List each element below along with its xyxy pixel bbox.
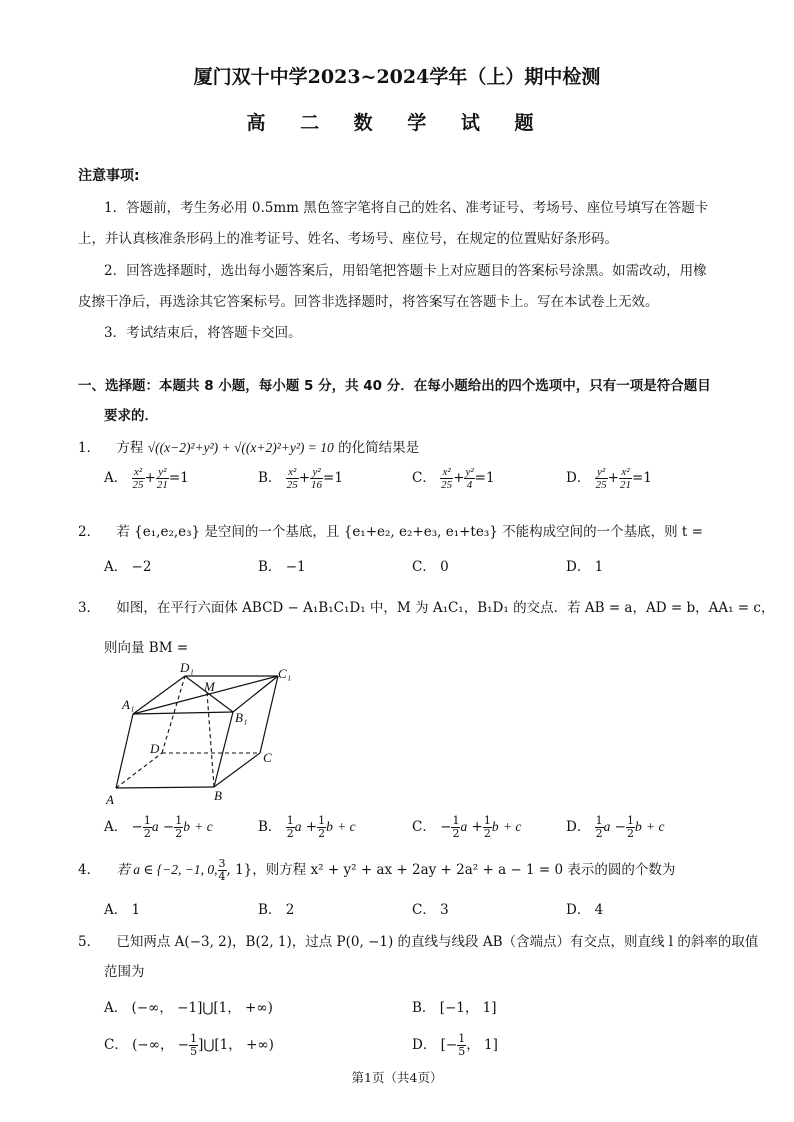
- option-label: C．: [104, 1037, 128, 1053]
- sign: +: [305, 819, 318, 835]
- frac-num: 3: [218, 857, 226, 870]
- question-number: 1．: [78, 440, 101, 456]
- frac-den: 25: [441, 479, 453, 491]
- vector-a: a: [151, 819, 159, 834]
- question-stem-pre: 若 a ∈ {−2, −1, 0,: [116, 862, 218, 877]
- option-label: D．: [566, 470, 591, 486]
- question-4: [78, 858, 675, 883]
- sign: −: [162, 819, 175, 835]
- question-3: [78, 596, 774, 616]
- vector-b: b: [326, 819, 333, 834]
- label-B: B: [214, 788, 222, 803]
- option-text-pre: (−∞， −: [132, 1037, 190, 1053]
- option-text-post: ， 1]: [466, 1037, 498, 1053]
- question-number: 2．: [78, 524, 101, 540]
- frac-den: 2: [595, 827, 603, 840]
- exam-subtitle: 高 二 数 学 试 题: [246, 112, 548, 134]
- vector-c: + c: [194, 819, 213, 834]
- label-C: C: [263, 750, 272, 765]
- q2-option-c[interactable]: [412, 555, 449, 575]
- frac-num: 1: [458, 1032, 466, 1045]
- q5-option-b[interactable]: [412, 996, 497, 1016]
- notice-line-3: 2．回答选择题时，选出每小题答案后，用铅笔把答题卡上对应题目的答案标号涂黑。如需改动，用橡: [104, 263, 707, 279]
- option-text: 1: [594, 559, 604, 575]
- frac-den: 2: [175, 827, 183, 840]
- q2-option-d[interactable]: [566, 555, 603, 575]
- option-label: C．: [412, 559, 436, 575]
- option-label: A．: [104, 819, 128, 835]
- q3-option-b[interactable]: [258, 815, 356, 840]
- vector-c: + c: [337, 819, 356, 834]
- q5-option-c[interactable]: [104, 1033, 274, 1058]
- frac-num: 1: [483, 814, 491, 827]
- option-rhs: =1: [323, 470, 343, 486]
- question-stem-post: 的化简结果是: [338, 440, 420, 456]
- option-label: B．: [258, 470, 282, 486]
- q5-option-d[interactable]: [412, 1033, 498, 1058]
- question-3-stem-line-2: 则向量 BM =: [104, 640, 189, 656]
- option-label: A．: [104, 902, 128, 918]
- option-text: 2: [285, 902, 295, 918]
- frac-num: 1: [286, 814, 294, 827]
- question-number: 5．: [78, 934, 101, 950]
- q4-option-c[interactable]: [412, 898, 449, 918]
- notice-line-1: 1．答题前，考生务必用 0.5mm 黑色签字笔将自己的姓名、准考证号、考场号、座位号填写在答题卡: [104, 200, 709, 216]
- frac-den: 2: [483, 827, 491, 840]
- sign: +: [471, 819, 483, 835]
- option-label: A．: [104, 1000, 128, 1016]
- vector-c: + c: [646, 819, 665, 834]
- option-label: D．: [566, 559, 591, 575]
- question-5-stem-line-2: 范围为: [104, 964, 145, 980]
- question-stem-post: , 1}，则方程 x² + y² + ax + 2ay + 2a² + a − 1 = 0 表示的圆的个数为: [226, 862, 676, 878]
- q2-option-a[interactable]: [104, 555, 151, 575]
- q4-option-d[interactable]: [566, 898, 603, 918]
- q1-option-d[interactable]: D． $\frac{\text{y²}}{25}$ + $\frac{\text{x²}}{21}$ =1: [566, 466, 652, 491]
- option-label: B．: [258, 819, 282, 835]
- q4-option-b[interactable]: [258, 898, 294, 918]
- option-label: A．: [104, 559, 128, 575]
- frac-num: 1: [143, 814, 151, 827]
- option-text-pre: [−: [440, 1037, 458, 1053]
- option-label: C．: [412, 902, 436, 918]
- question-1: [78, 436, 419, 456]
- frac-den: 25: [286, 479, 298, 491]
- vector-b: b: [634, 819, 642, 834]
- question-number: 4．: [78, 862, 101, 878]
- label-A1: A₁: [122, 697, 135, 712]
- notice-line-2: 上，并认真核准条形码上的准考证号、姓名、考场号、座位号，在规定的位置贴好条形码。: [78, 231, 618, 247]
- q3-option-a[interactable]: [104, 815, 213, 840]
- option-text: [−1， 1]: [439, 1000, 497, 1016]
- q1-option-a[interactable]: A． $\frac{\text{x²}}{25}$ + $\frac{\text{y²}}{21}$ =1: [104, 466, 189, 491]
- notice-line-5: 3．考试结束后，将答题卡交回。: [104, 325, 302, 341]
- frac-den: 4: [466, 479, 473, 491]
- sign: −: [131, 819, 143, 835]
- label-B1: B₁: [235, 710, 248, 725]
- parallelepiped-figure: [100, 660, 310, 810]
- option-label: B．: [412, 1000, 436, 1016]
- vector-b: b: [491, 819, 499, 834]
- option-text-post: ]⋃[1， +∞): [198, 1037, 274, 1053]
- frac-num: x²: [286, 466, 299, 479]
- section-heading-line-2: 要求的．: [104, 408, 158, 424]
- option-text: 4: [594, 902, 604, 918]
- label-C1: C₁: [278, 666, 292, 681]
- question-stem: 已知两点 A(−3, 2)，B(2, 1)，过点 P(0, −1) 的直线与线段 AB（含端点）有交点，则直线 l 的斜率的取值: [116, 934, 759, 950]
- option-rhs: =1: [168, 470, 189, 486]
- frac-den: 16: [311, 479, 323, 491]
- label-D1: D₁: [180, 660, 194, 675]
- option-text: (−∞， −1]⋃[1， +∞): [131, 1000, 273, 1016]
- sign: −: [614, 819, 626, 835]
- frac-den: 4: [218, 870, 226, 883]
- notice-line-4: 皮擦干净后，再选涂其它答案标号。回答非选择题时，将答案写在答题卡上。写在本试卷上无效。: [78, 294, 659, 310]
- frac-num: 1: [190, 1032, 198, 1045]
- frac-num: 1: [452, 814, 460, 827]
- frac-den: 2: [143, 827, 151, 840]
- vector-c: + c: [502, 819, 522, 834]
- option-label: B．: [258, 902, 282, 918]
- option-text: 3: [440, 902, 449, 918]
- frac-num: 1: [175, 814, 183, 827]
- question-5: [78, 930, 758, 950]
- label-D: D: [150, 741, 160, 756]
- frac-den: 5: [458, 1045, 466, 1058]
- frac-num: y²: [465, 466, 474, 478]
- frac-num: y²: [310, 466, 323, 479]
- frac-den: 5: [190, 1045, 198, 1058]
- frac-den: 2: [286, 827, 294, 840]
- label-A: A: [106, 792, 114, 807]
- frac-num: x²: [132, 466, 145, 479]
- frac-num: x²: [619, 466, 632, 479]
- option-text: 1: [131, 902, 141, 918]
- frac-num: y²: [156, 466, 169, 479]
- frac-den: 2: [452, 827, 460, 840]
- question-stem: 如图，在平行六面体 ABCD − A₁B₁C₁D₁ 中，M 为 A₁C₁，B₁D₁ 的交点．若 AB = a，AD = b，AA₁ = c，: [116, 600, 775, 616]
- frac-num: x²: [440, 466, 453, 479]
- frac-den: 2: [626, 827, 634, 840]
- frac-den: 21: [156, 479, 168, 491]
- q4-option-a[interactable]: [104, 898, 140, 918]
- exam-title: 厦门双十中学2023~2024学年（上）期中检测: [193, 66, 601, 88]
- option-label: B．: [258, 559, 282, 575]
- option-text: −2: [131, 559, 152, 575]
- frac-num: 1: [595, 814, 603, 827]
- option-label: D．: [412, 1037, 437, 1053]
- option-label: D．: [566, 902, 591, 918]
- q3-option-c[interactable]: [412, 815, 521, 840]
- option-text: −1: [285, 559, 306, 575]
- option-rhs: =1: [474, 470, 495, 486]
- label-M: M: [204, 679, 215, 694]
- notice-heading: 注意事项:: [78, 168, 140, 184]
- question-number: 3．: [78, 600, 101, 616]
- question-stem: 若 {e₁,e₂,e₃} 是空间的一个基底，且 {e₁+e₂, e₂+e₃, e₁+te₃} 不能构成空间的一个基底，则 t =: [116, 524, 703, 540]
- option-label: C．: [412, 470, 436, 486]
- question-expression: √((x−2)²+y²) + √((x+2)²+y²) = 10: [147, 440, 334, 455]
- frac-den: 25: [595, 479, 607, 491]
- vector-a: a: [294, 819, 302, 834]
- option-rhs: =1: [631, 470, 652, 486]
- question-2: [78, 520, 703, 540]
- q5-option-a[interactable]: [104, 996, 273, 1016]
- vector-a: a: [460, 819, 468, 834]
- page-footer: 第1页（共4页）: [351, 1070, 443, 1085]
- frac-num: y²: [595, 466, 608, 479]
- section-heading-line-1: 一、选择题：本题共 8 小题，每小题 5 分，共 40 分．在每小题给出的四个选项中，只有一项是符合题目: [78, 378, 711, 394]
- frac-num: 1: [318, 814, 326, 827]
- option-label: D．: [566, 819, 591, 835]
- frac-num: 1: [626, 814, 634, 827]
- vector-b: b: [183, 819, 190, 834]
- vector-a: a: [603, 819, 611, 834]
- option-label: A．: [104, 470, 128, 486]
- frac-den: 2: [318, 827, 326, 840]
- frac-den: 25: [132, 479, 144, 491]
- question-stem-pre: 方程: [116, 440, 144, 456]
- sign: −: [440, 819, 452, 835]
- option-label: C．: [412, 819, 436, 835]
- q1-option-c[interactable]: C． $\frac{\text{x²}}{25}$ + $\frac{\text{y²}}{4}$ =1: [412, 466, 495, 491]
- frac-den: 21: [619, 479, 631, 491]
- q2-option-b[interactable]: [258, 555, 306, 575]
- option-text: 0: [440, 559, 449, 575]
- q3-option-d[interactable]: [566, 815, 665, 840]
- q1-option-b[interactable]: B． $\frac{\text{x²}}{25}$ + $\frac{\text{y²}}{16}$ =1: [258, 466, 343, 491]
